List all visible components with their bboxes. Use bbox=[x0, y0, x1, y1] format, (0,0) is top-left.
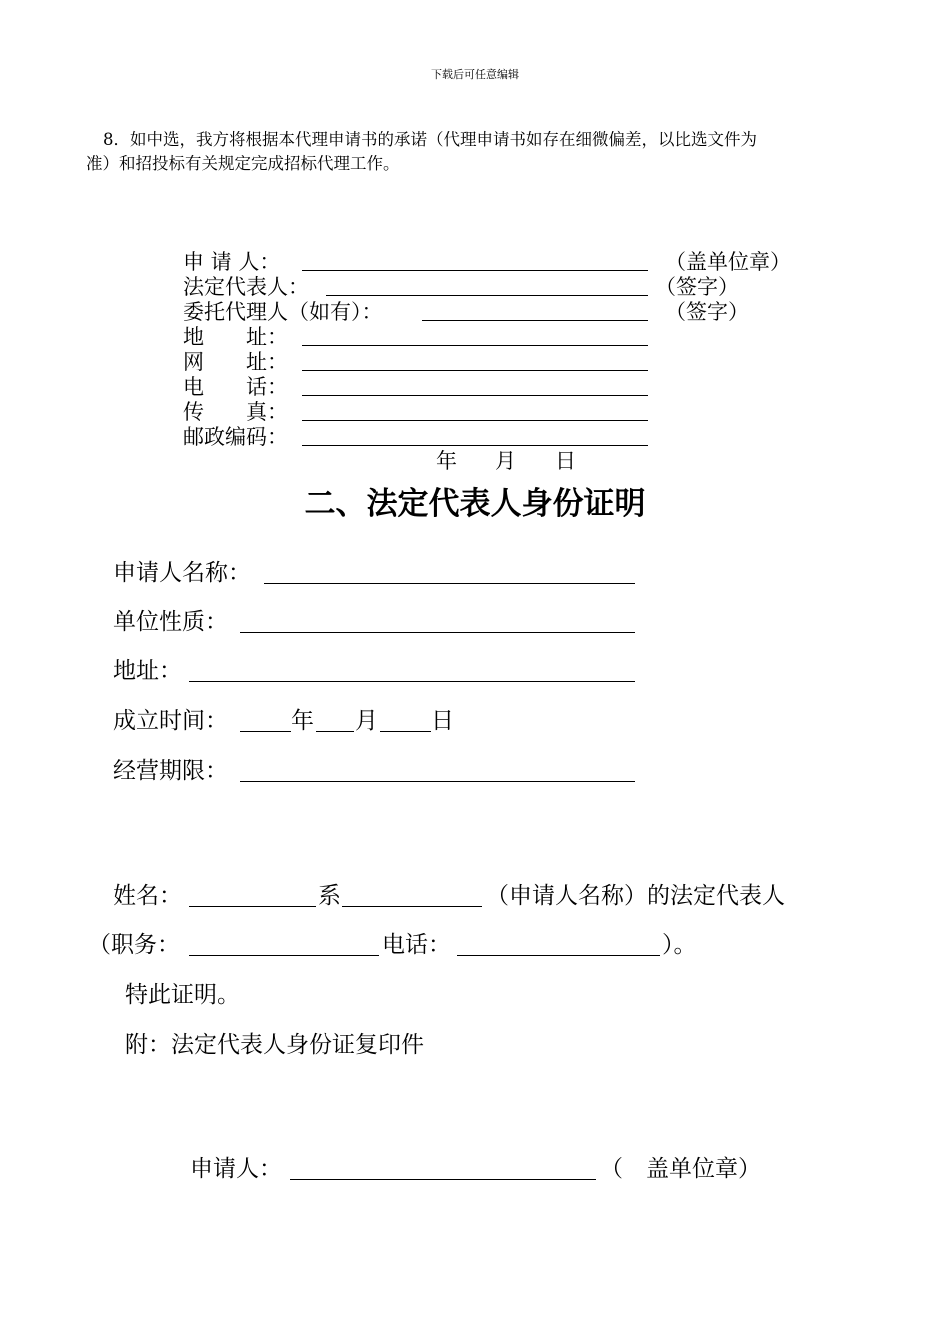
phone-label: 电 话： bbox=[183, 375, 288, 399]
applicant-org-blank[interactable] bbox=[342, 906, 482, 907]
established-label: 成立时间： bbox=[113, 708, 228, 734]
unit-nature-label: 单位性质： bbox=[113, 609, 228, 635]
address-label: 地 址： bbox=[183, 325, 288, 349]
paragraph-8-line-1: 8．如中选，我方将根据本代理申请书的承诺（代理申请书如存在细微偏差，以比选文件为 bbox=[103, 130, 757, 149]
postcode-blank[interactable] bbox=[302, 445, 648, 446]
address-blank[interactable] bbox=[302, 345, 648, 346]
website-blank[interactable] bbox=[302, 370, 648, 371]
date-month: 月 bbox=[495, 449, 516, 473]
name-blank[interactable] bbox=[189, 906, 316, 907]
close-paren: ）。 bbox=[662, 932, 697, 958]
certify-text: 特此证明。 bbox=[125, 982, 240, 1008]
applicant-name-blank[interactable] bbox=[264, 583, 635, 584]
postcode-label: 邮政编码： bbox=[183, 425, 288, 449]
agent-sign-note: （签字） bbox=[665, 300, 749, 324]
established-day: 日 bbox=[431, 708, 454, 734]
cert-address-label: 地址： bbox=[113, 658, 182, 684]
legal-rep-sign-note: （签字） bbox=[655, 275, 739, 299]
established-year-blank[interactable] bbox=[240, 731, 291, 732]
page-header-note: 下载后可任意编辑 bbox=[431, 68, 519, 81]
phone-blank[interactable] bbox=[302, 395, 648, 396]
legal-rep-blank[interactable] bbox=[326, 295, 648, 296]
cert-applicant-blank[interactable] bbox=[290, 1179, 596, 1180]
fax-label: 传 真： bbox=[183, 400, 288, 424]
date-day: 日 bbox=[555, 449, 576, 473]
applicant-blank[interactable] bbox=[302, 270, 648, 271]
applicant-name-label: 申请人名称： bbox=[113, 560, 251, 586]
cert-seal-note: （ 盖单位章） bbox=[600, 1156, 761, 1182]
date-year: 年 bbox=[436, 449, 457, 473]
established-month-blank[interactable] bbox=[316, 731, 354, 732]
applicant-name-paren: （申请人名称）的法定代表人 bbox=[486, 883, 785, 909]
fax-blank[interactable] bbox=[302, 420, 648, 421]
cert-address-blank[interactable] bbox=[189, 681, 635, 682]
established-year: 年 bbox=[291, 708, 314, 734]
agent-label: 委托代理人（如有）： bbox=[183, 300, 383, 324]
business-term-blank[interactable] bbox=[240, 781, 635, 782]
section-2-title: 二、法定代表人身份证明 bbox=[304, 486, 646, 522]
position-blank[interactable] bbox=[189, 955, 379, 956]
applicant-label: 申 请 人： bbox=[183, 250, 281, 274]
paragraph-8-line-2: 准）和招投标有关规定完成招标代理工作。 bbox=[86, 154, 400, 173]
attachment-text: 附：法定代表人身份证复印件 bbox=[125, 1032, 424, 1058]
tel-label: 电话： bbox=[382, 932, 451, 958]
agent-blank[interactable] bbox=[422, 320, 648, 321]
legal-rep-label: 法定代表人： bbox=[183, 275, 309, 299]
name-label: 姓名： bbox=[113, 883, 182, 909]
website-label: 网 址： bbox=[183, 350, 288, 374]
position-label: （职务： bbox=[88, 932, 180, 958]
cert-applicant-label: 申请人： bbox=[190, 1156, 282, 1182]
business-term-label: 经营期限： bbox=[113, 758, 228, 784]
is-label: 系 bbox=[318, 883, 341, 909]
applicant-seal-note: （盖单位章） bbox=[665, 250, 791, 274]
established-day-blank[interactable] bbox=[380, 731, 431, 732]
established-month: 月 bbox=[355, 708, 378, 734]
unit-nature-blank[interactable] bbox=[240, 632, 635, 633]
tel-blank[interactable] bbox=[457, 955, 660, 956]
